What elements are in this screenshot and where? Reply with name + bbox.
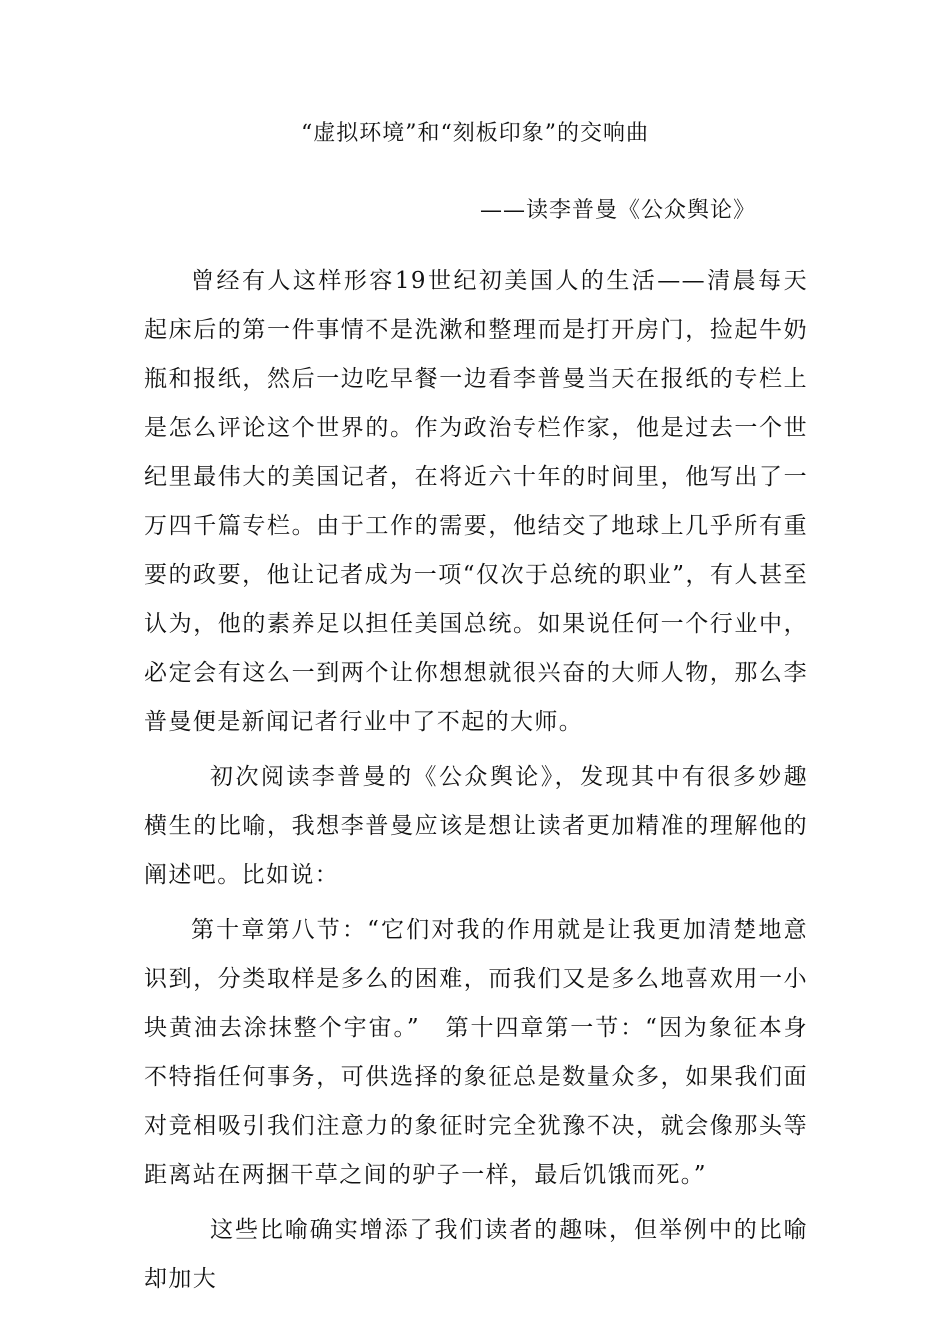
paragraph-4: 这些比喻确实增添了我们读者的趣味，但举例中的比喻却加大 — [144, 1217, 808, 1292]
document-subtitle: ——读李普曼《公众舆论》 — [480, 198, 757, 223]
document-title: “虚拟环境”和“刻板印象”的交响曲 — [301, 121, 649, 146]
paragraph-1: 曾经有人这样形容19世纪初美国人的生活——清晨每天起床后的第一件事情不是洗漱和整理而是打开房门，捡起牛奶瓶和报纸，然后一边吃早餐一边看李普曼当天在报纸的专栏上是怎么评论这个世界的。作为政治专栏作家，他是过去一个世纪里最伟大的美国记者，在将近六十年的时间里，他写出了一万四千篇专栏。由于工作的需要，他结交了地球上几乎所有重要的政要，他让记者成为一项“仅次于总统的职业”，有人甚至认为，他的素养足以担任美国总统。如果说任何一个行业中，必定会有这么一到两个让你想想就很兴奋的大师人物，那么李普曼便是新闻记者行业中了不起的大师。 — [144, 268, 808, 735]
document-body — [144, 257, 808, 1310]
paragraph-3: 第十章第八节：“它们对我的作用就是让我更加清楚地意识到，分类取样是多么的困难，而我们又是多么地喜欢用一小块黄油去涂抹整个宇宙。” 第十四章第一节：“因为象征本身不特指任何事务，可供选择的象征总是数量众多，如果我们面对竞相吸引我们注意力的象征时完全犹豫不决，就会像那头等距离站在两捆干草之间的驴子一样，最后饥饿而死。” — [144, 917, 808, 1188]
paragraph-2: 初次阅读李普曼的《公众舆论》，发现其中有很多妙趣横生的比喻，我想李普曼应该是想让读者更加精准的理解他的阐述吧。比如说： — [144, 764, 808, 888]
